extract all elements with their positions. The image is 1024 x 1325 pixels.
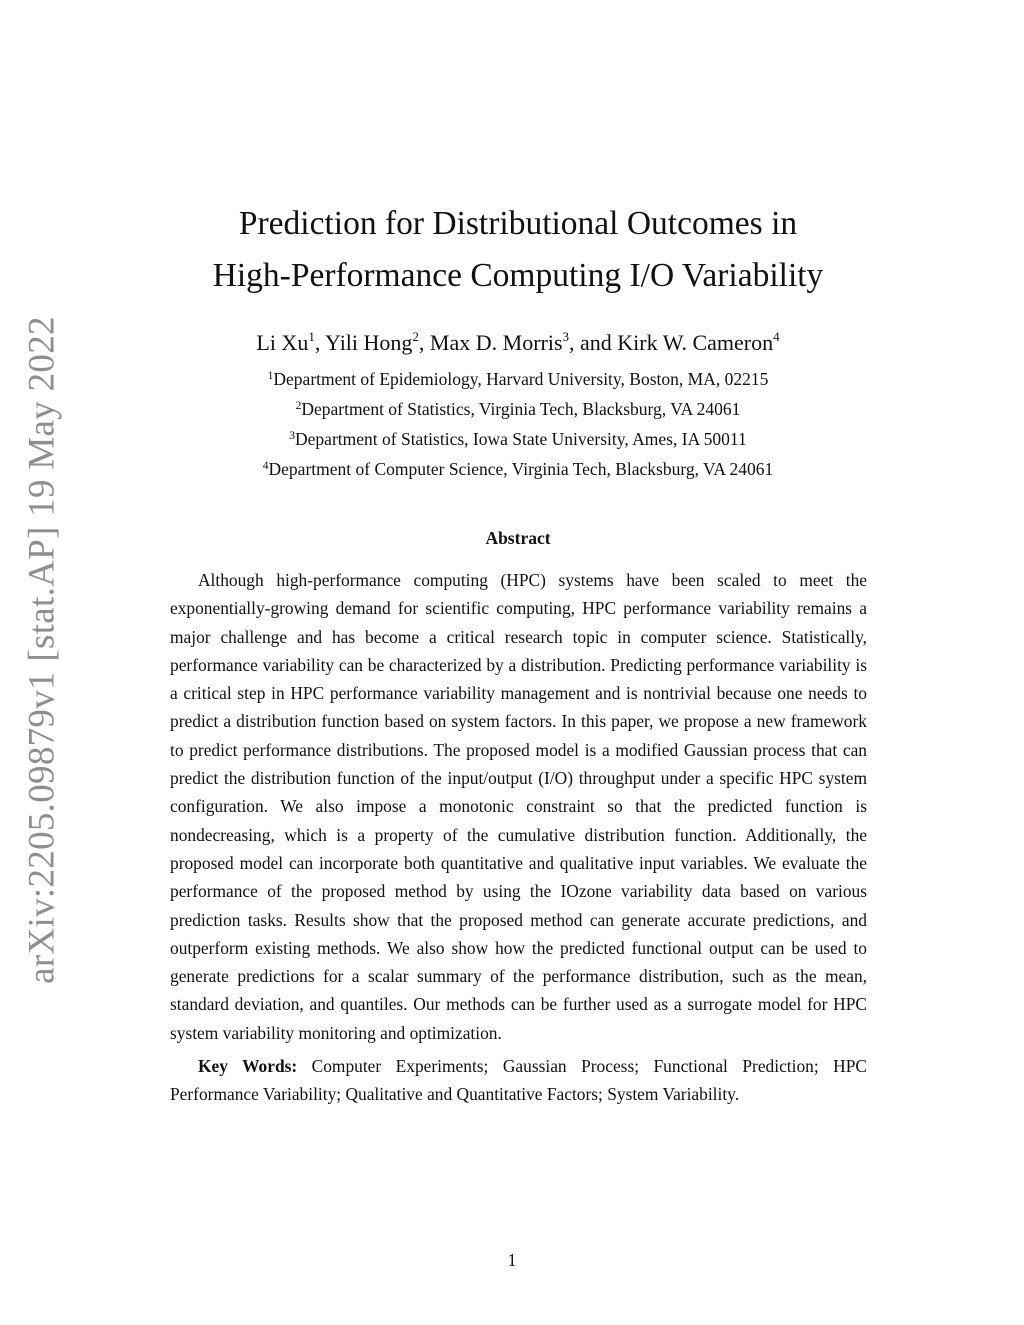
author: Max D. Morris$^3$	[429, 329, 570, 355]
arxiv-identifier[interactable]: arXiv:2205.09879v1 [stat.AP] 19 May 2022	[21, 316, 63, 984]
affiliation-list	[120, 364, 916, 484]
abstract-body: Although high-performance computing (HPC) systems have been scaled to meet the exponentially-growing demand for scientific computing, HPC performance variability remains a major challenge and has become a critical research topic in computer science. Statistically, performance variability can be characterized by a distribution. Predicting performance variability is a critical step in HPC performance variability management and is nontrivial because one needs to predict a distribution function based on system factors. In this paper, we propose a new framework to predict performance distributions. The proposed model is a modified Gaussian process that can predict the distribution function of the input/output (I/O) throughput under a specific HPC system configuration. We also impose a monotonic constraint so that the predicted function is nondecreasing, which is a property of the cumulative distribution function. Additionally, the proposed model can incorporate both quantitative and qualitative input variables. We evaluate the performance of the proposed method by using the IOzone variability data based on various prediction tasks. Results show that the proposed method can generate accurate predictions, and outperform existing methods. We also show how the predicted functional output can be used to generate predictions for a scalar summary of the performance distribution, such as the mean, standard deviation, and quantiles. Our methods can be further used as a surrogate model for HPC system variability monitoring and optimization.	[170, 570, 867, 1043]
title-line-2: High-Performance Computing I/O Variability	[212, 257, 824, 294]
affiliation: $^1$Department of Epidemiology, Harvard University, Boston, MA, 02215	[267, 369, 769, 389]
author-list: Li Xu$^1$, Yili Hong$^2$, Max D. Morris$^3$, and Kirk W. Cameron$^4$	[256, 329, 780, 355]
author: Kirk W. Cameron$^4$	[617, 329, 780, 355]
keywords-paragraph	[170, 1052, 867, 1109]
paper-title	[120, 198, 916, 302]
keywords-text: Computer Experiments; Gaussian Process; Functional Prediction; HPC Performance Variability; Qualitative and Quantitative Factors; System Variability.	[170, 1056, 867, 1105]
affiliation: $^4$Department of Computer Science, Virginia Tech, Blacksburg, VA 24061	[262, 459, 774, 479]
affiliation: $^2$Department of Statistics, Virginia Tech, Blacksburg, VA 24061	[295, 399, 741, 419]
author: Yili Hong$^2$	[325, 329, 419, 355]
abstract-section	[170, 566, 867, 1109]
page-number: 1	[507, 1250, 517, 1270]
affiliation: $^3$Department of Statistics, Iowa State University, Ames, IA 50011	[289, 429, 747, 449]
keywords-label: Key Words:	[198, 1056, 298, 1077]
abstract-heading: Abstract	[485, 528, 551, 548]
author: Li Xu$^1$	[256, 329, 315, 355]
title-line-1: Prediction for Distributional Outcomes in	[238, 205, 798, 242]
